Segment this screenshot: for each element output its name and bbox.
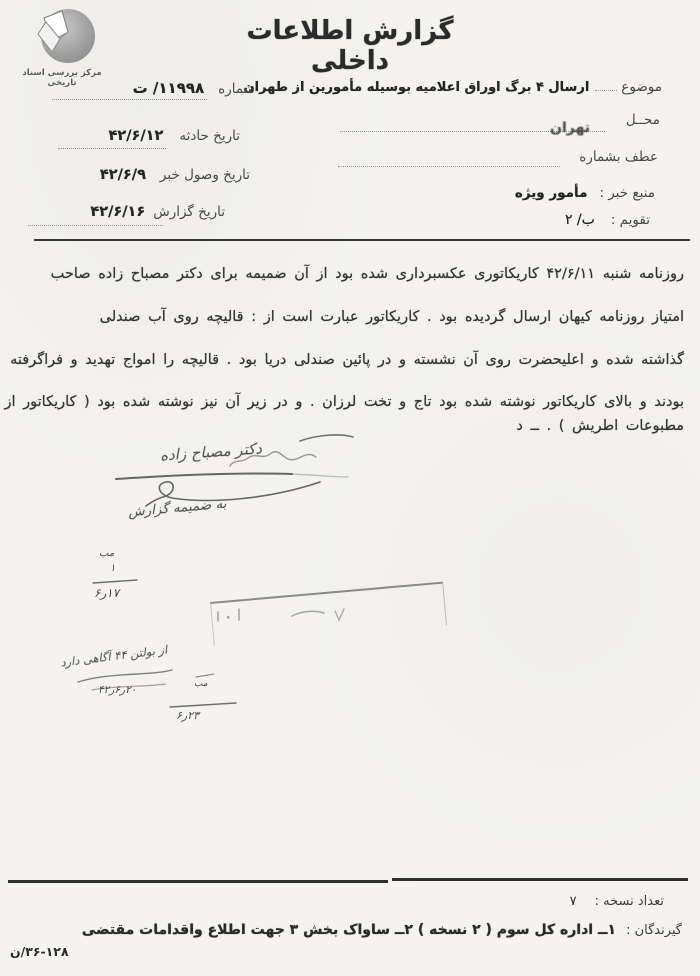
footer-divider	[392, 878, 688, 881]
incident-date-label: تاریخ حادثه	[179, 128, 240, 144]
field-recipients	[82, 916, 682, 938]
number-label: شماره	[218, 81, 255, 97]
subject-value: ارسال ۴ برگ اوراق اعلامیه بوسیله مأمورین از طهران	[243, 80, 590, 95]
handwritten-bulletin-note: از بولتن ۴۴ آگاهی دارد	[59, 642, 168, 670]
handwritten-attachment-note: به ضمیمه گزارش	[127, 495, 228, 521]
handwritten-initials: مب	[99, 548, 115, 559]
evaluation-label: تقویم :	[610, 212, 650, 228]
field-incident-date	[109, 128, 240, 144]
incident-date-value: ۴۲/۶/۱۲	[108, 128, 164, 144]
signature-underline	[292, 474, 348, 477]
field-subject	[244, 79, 662, 95]
number-value: ۱۱۹۹۸/ ت	[132, 79, 205, 97]
handwritten-mark: ۱	[110, 563, 116, 574]
body-line: روزنامه شنبه ۴۲/۶/۱۱ کاریکاتوری عکسبرداری شده بود از آن ضمیمه برای دکتر مصباح زاده صاحب	[50, 266, 684, 282]
handwritten-date: ۲۰ر۶ر۴۲	[98, 684, 137, 696]
location-value: تهران	[550, 120, 590, 136]
footer-divider	[8, 880, 388, 883]
received-date-label: تاریخ وصول خبر	[159, 167, 250, 183]
dotted-line	[338, 165, 560, 167]
copies-value: ۷	[569, 894, 577, 909]
signature-stroke	[300, 435, 353, 441]
recipients-value: ۱ــ اداره کل سوم ( ۲ نسخه ) ۲ــ ساواک بخش ۳ جهت اطلاع واقدامات مقتضی	[81, 922, 617, 938]
body-line: گذاشته شده و اعلیحضرت روی آن نشسته و در پائین صندلی دریا بود . قالیچه را امواج تهدید و فراگرفته	[10, 352, 684, 368]
handwritten-initials: مب	[194, 679, 208, 689]
handwritten-date: ۱۷ر۶	[94, 586, 120, 600]
stamp-outline	[210, 582, 447, 646]
field-report-date	[90, 204, 225, 220]
handwritten-signature-note: دکتر مصباح زاده	[159, 439, 263, 465]
field-received-date	[100, 167, 250, 183]
field-evaluation	[565, 212, 650, 228]
dotted-line	[595, 89, 617, 91]
copies-label: تعداد نسخه :	[594, 894, 664, 909]
location-label: محــل	[625, 112, 660, 128]
report-date-label: تاریخ گزارش	[153, 204, 225, 220]
field-source	[515, 185, 655, 201]
handwritten-rule	[170, 703, 236, 707]
open-book-logo-icon	[10, 6, 114, 64]
body-line: بودند و بالای کاریکاتور نوشته شده بود تاج و تخت لرزان . و در زیر آن نیز نوشته شده بود ( کاریکاتور از	[4, 394, 684, 410]
source-value: مأمور ویژه	[514, 185, 588, 201]
page-title: گزارش اطلاعات داخلی	[246, 16, 454, 76]
handwritten-rule	[93, 580, 137, 583]
received-date-value: ۴۲/۶/۹	[99, 167, 146, 183]
field-number	[133, 79, 255, 97]
body-line: امتیاز روزنامه کیهان ارسال گردیده بود . کاریکاتور عبارت است از : قالیچه روی آب صندلی	[99, 309, 684, 325]
doc-code: ۳۶-۱۲۸/ن	[10, 944, 69, 959]
archive-logo	[10, 6, 114, 88]
evaluation-value: ب/ ۲	[564, 212, 595, 228]
reference-label: عطف بشماره	[579, 149, 658, 165]
header-divider	[34, 239, 690, 241]
report-date-value: ۴۲/۶/۱۶	[90, 204, 146, 220]
field-copies	[570, 889, 664, 909]
dotted-line	[52, 98, 207, 100]
org-name: مرکز بررسی اسناد تاریخی	[22, 68, 102, 88]
handwritten-rule	[196, 674, 214, 677]
dotted-line	[58, 147, 166, 149]
source-label: منبع خبر :	[599, 185, 655, 201]
dotted-line	[28, 224, 163, 226]
body-line: مطبوعات اطریش ) . ــ د	[516, 418, 684, 434]
handwritten-rule	[78, 670, 172, 682]
signature-underline	[116, 473, 292, 479]
subject-label: موضوع	[621, 79, 662, 95]
recipients-label: گیرندگان :	[626, 923, 682, 938]
handwritten-date: ۲۳ر۶	[176, 709, 200, 722]
